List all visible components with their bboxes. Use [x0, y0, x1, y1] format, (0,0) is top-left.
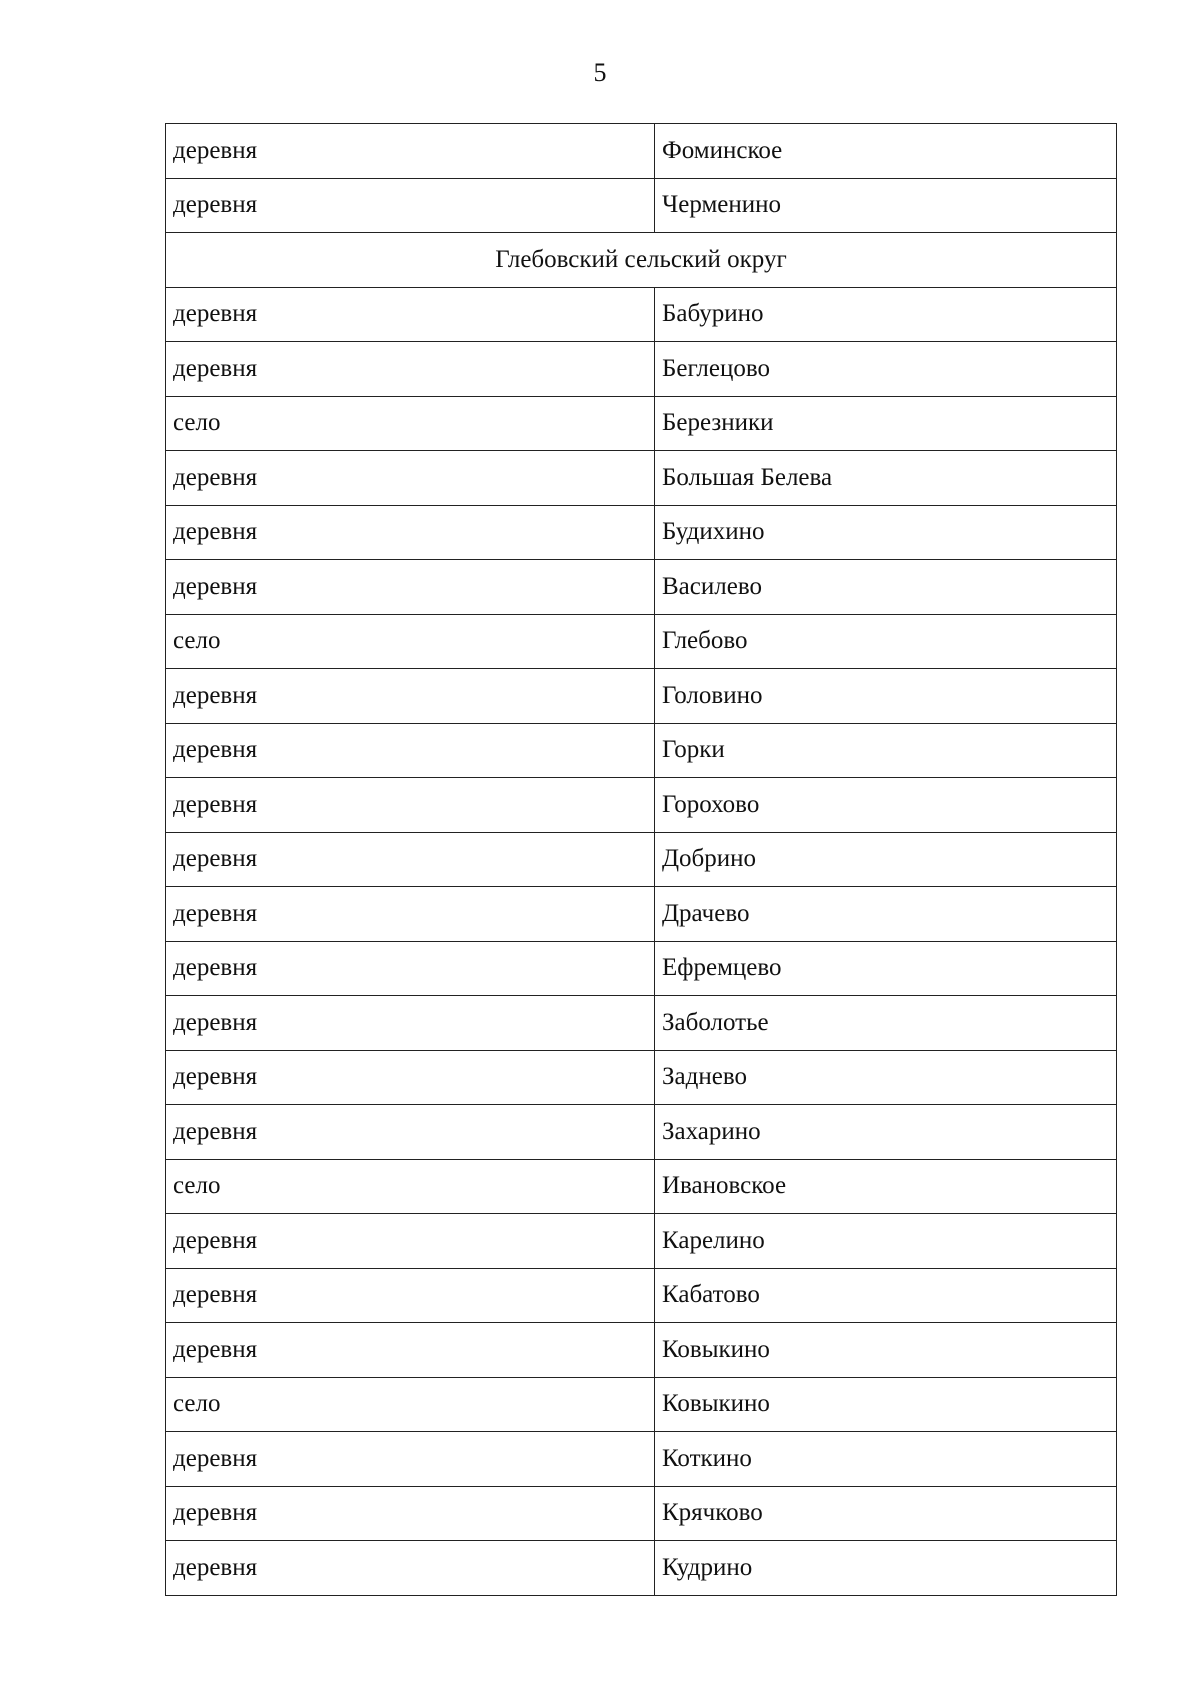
settlement-type-cell: село: [166, 396, 655, 451]
settlement-name-cell: Крячково: [655, 1486, 1117, 1541]
settlement-name-cell: Заднево: [655, 1050, 1117, 1105]
settlement-type-cell: деревня: [166, 342, 655, 397]
settlement-name-cell: Будихино: [655, 505, 1117, 560]
table-row: [166, 1105, 1117, 1160]
settlement-type-cell: деревня: [166, 996, 655, 1051]
table-row: [166, 941, 1117, 996]
settlement-type-cell: деревня: [166, 723, 655, 778]
table-row: [166, 124, 1117, 179]
settlement-type-cell: деревня: [166, 778, 655, 833]
settlement-name-cell: Горки: [655, 723, 1117, 778]
settlement-name-cell: Фоминское: [655, 124, 1117, 179]
table-row: [166, 778, 1117, 833]
table-row: [166, 996, 1117, 1051]
table-row: [166, 1432, 1117, 1487]
settlement-name-cell: Березники: [655, 396, 1117, 451]
settlement-type-cell: деревня: [166, 1323, 655, 1378]
table-row: [166, 560, 1117, 615]
settlement-type-cell: деревня: [166, 1541, 655, 1596]
settlement-name-cell: Захарино: [655, 1105, 1117, 1160]
table-row: [166, 1050, 1117, 1105]
settlement-name-cell: Большая Белева: [655, 451, 1117, 506]
settlement-type-cell: село: [166, 614, 655, 669]
settlement-type-cell: деревня: [166, 1432, 655, 1487]
settlement-type-cell: село: [166, 1377, 655, 1432]
table-row: [166, 1268, 1117, 1323]
table-row: [166, 832, 1117, 887]
settlements-table: [165, 123, 1117, 1596]
settlement-name-cell: Коткино: [655, 1432, 1117, 1487]
settlement-type-cell: село: [166, 1159, 655, 1214]
table-row: [166, 342, 1117, 397]
table-row: [166, 887, 1117, 942]
settlement-type-cell: деревня: [166, 1105, 655, 1160]
table-row: [166, 451, 1117, 506]
settlement-name-cell: Драчево: [655, 887, 1117, 942]
settlement-name-cell: Кабатово: [655, 1268, 1117, 1323]
settlement-type-cell: деревня: [166, 505, 655, 560]
table-row: [166, 1377, 1117, 1432]
settlement-name-cell: Горохово: [655, 778, 1117, 833]
table-row: [166, 669, 1117, 724]
table-row: [166, 614, 1117, 669]
table-row: [166, 1541, 1117, 1596]
settlement-type-cell: деревня: [166, 451, 655, 506]
table-row: [166, 1214, 1117, 1269]
settlement-type-cell: деревня: [166, 1214, 655, 1269]
settlement-name-cell: Глебово: [655, 614, 1117, 669]
table-row: [166, 396, 1117, 451]
page-number: 5: [593, 58, 607, 87]
settlement-name-cell: Ковыкино: [655, 1323, 1117, 1378]
settlement-name-cell: Кудрино: [655, 1541, 1117, 1596]
table-row: [166, 1323, 1117, 1378]
section-row: [166, 233, 1117, 288]
settlement-name-cell: Ефремцево: [655, 941, 1117, 996]
table-row: [166, 1486, 1117, 1541]
table-row: [166, 505, 1117, 560]
settlement-type-cell: деревня: [166, 1486, 655, 1541]
table-row: [166, 1159, 1117, 1214]
settlement-name-cell: Ковыкино: [655, 1377, 1117, 1432]
settlement-type-cell: деревня: [166, 669, 655, 724]
table-row: [166, 723, 1117, 778]
settlement-type-cell: деревня: [166, 560, 655, 615]
settlement-type-cell: деревня: [166, 1050, 655, 1105]
settlement-type-cell: деревня: [166, 178, 655, 233]
section-heading: Глебовский сельский округ: [166, 233, 1117, 288]
settlement-type-cell: деревня: [166, 1268, 655, 1323]
settlement-name-cell: Беглецово: [655, 342, 1117, 397]
settlement-type-cell: деревня: [166, 941, 655, 996]
table-row: [166, 178, 1117, 233]
settlement-type-cell: деревня: [166, 832, 655, 887]
settlement-type-cell: деревня: [166, 124, 655, 179]
settlements-table-body: [166, 124, 1117, 1596]
settlement-name-cell: Карелино: [655, 1214, 1117, 1269]
settlement-name-cell: Добрино: [655, 832, 1117, 887]
settlement-name-cell: Заболотье: [655, 996, 1117, 1051]
settlement-type-cell: деревня: [166, 287, 655, 342]
settlement-name-cell: Головино: [655, 669, 1117, 724]
settlement-name-cell: Черменино: [655, 178, 1117, 233]
table-row: [166, 287, 1117, 342]
settlement-type-cell: деревня: [166, 887, 655, 942]
settlement-name-cell: Ивановское: [655, 1159, 1117, 1214]
settlement-name-cell: Василево: [655, 560, 1117, 615]
settlement-name-cell: Бабурино: [655, 287, 1117, 342]
